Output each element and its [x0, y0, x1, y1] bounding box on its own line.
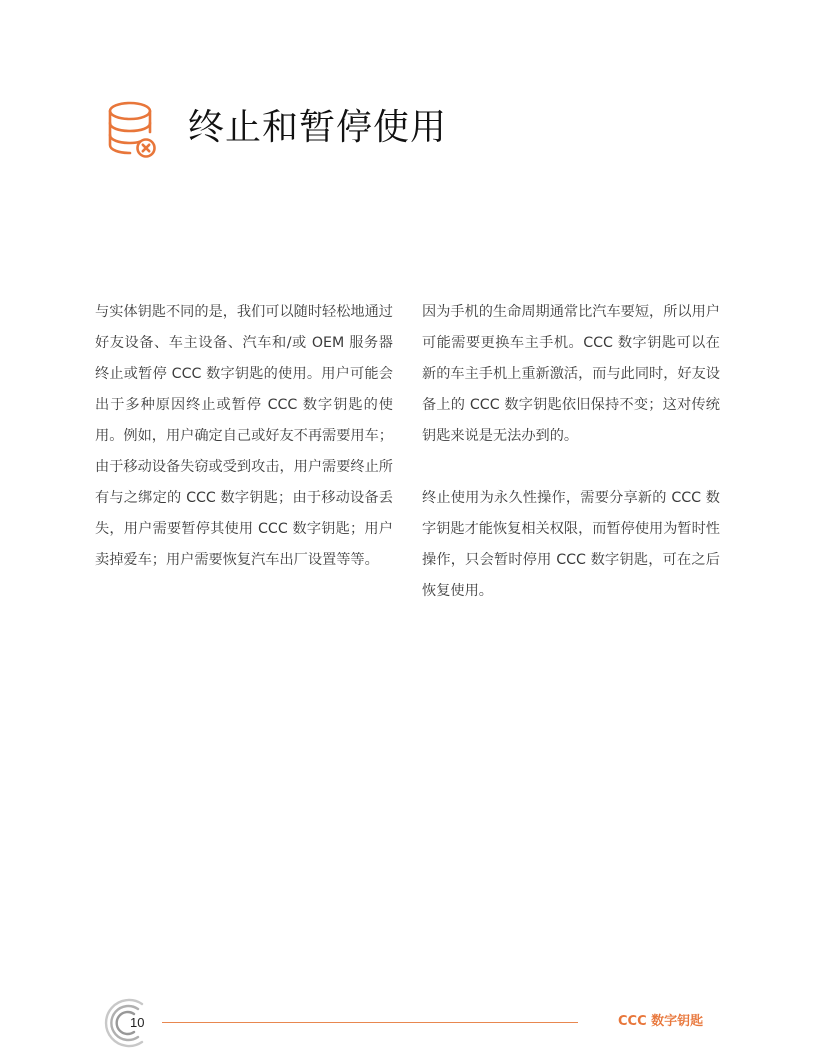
- database-remove-icon: [104, 100, 160, 160]
- page-number: 10: [130, 1015, 145, 1030]
- body-paragraph-right-2: 终止使用为永久性操作，需要分享新的 CCC 数字钥匙才能恢复相关权限，而暂停使用为暂时性操作，只会暂时停用 CCC 数字钥匙，可在之后恢复使用。: [422, 490, 720, 599]
- right-column: [422, 297, 720, 607]
- footer-divider: [162, 1022, 578, 1023]
- footer-brand: CCC 数字钥匙: [618, 1014, 704, 1029]
- left-column: [95, 297, 393, 576]
- page-title: 终止和暂停使用: [188, 107, 448, 148]
- body-paragraph-left: 与实体钥匙不同的是，我们可以随时轻松地通过好友设备、车主设备、汽车和/或 OEM 服务器终止或暂停 CCC 数字钥匙的使用。用户可能会出于多种原因终止或暂停 CCC 数字钥匙的使用。例如，用户确定自己或好友不再需要用车；由于移动设备失窃或受到攻击，用户需要终止所有与之绑定的 CCC 数字钥匙；由于移动设备丢失，用户需要暂停其使用 CCC 数字钥匙；用户卖掉爱车；用户需要恢复汽车出厂设置等等。: [95, 304, 393, 568]
- body-paragraph-right-1: 因为手机的生命周期通常比汽车要短，所以用户可能需要更换车主手机。CCC 数字钥匙可以在新的车主手机上重新激活，而与此同时，好友设备上的 CCC 数字钥匙依旧保持不变；这对传统钥匙来说是无法办到的。: [422, 304, 720, 444]
